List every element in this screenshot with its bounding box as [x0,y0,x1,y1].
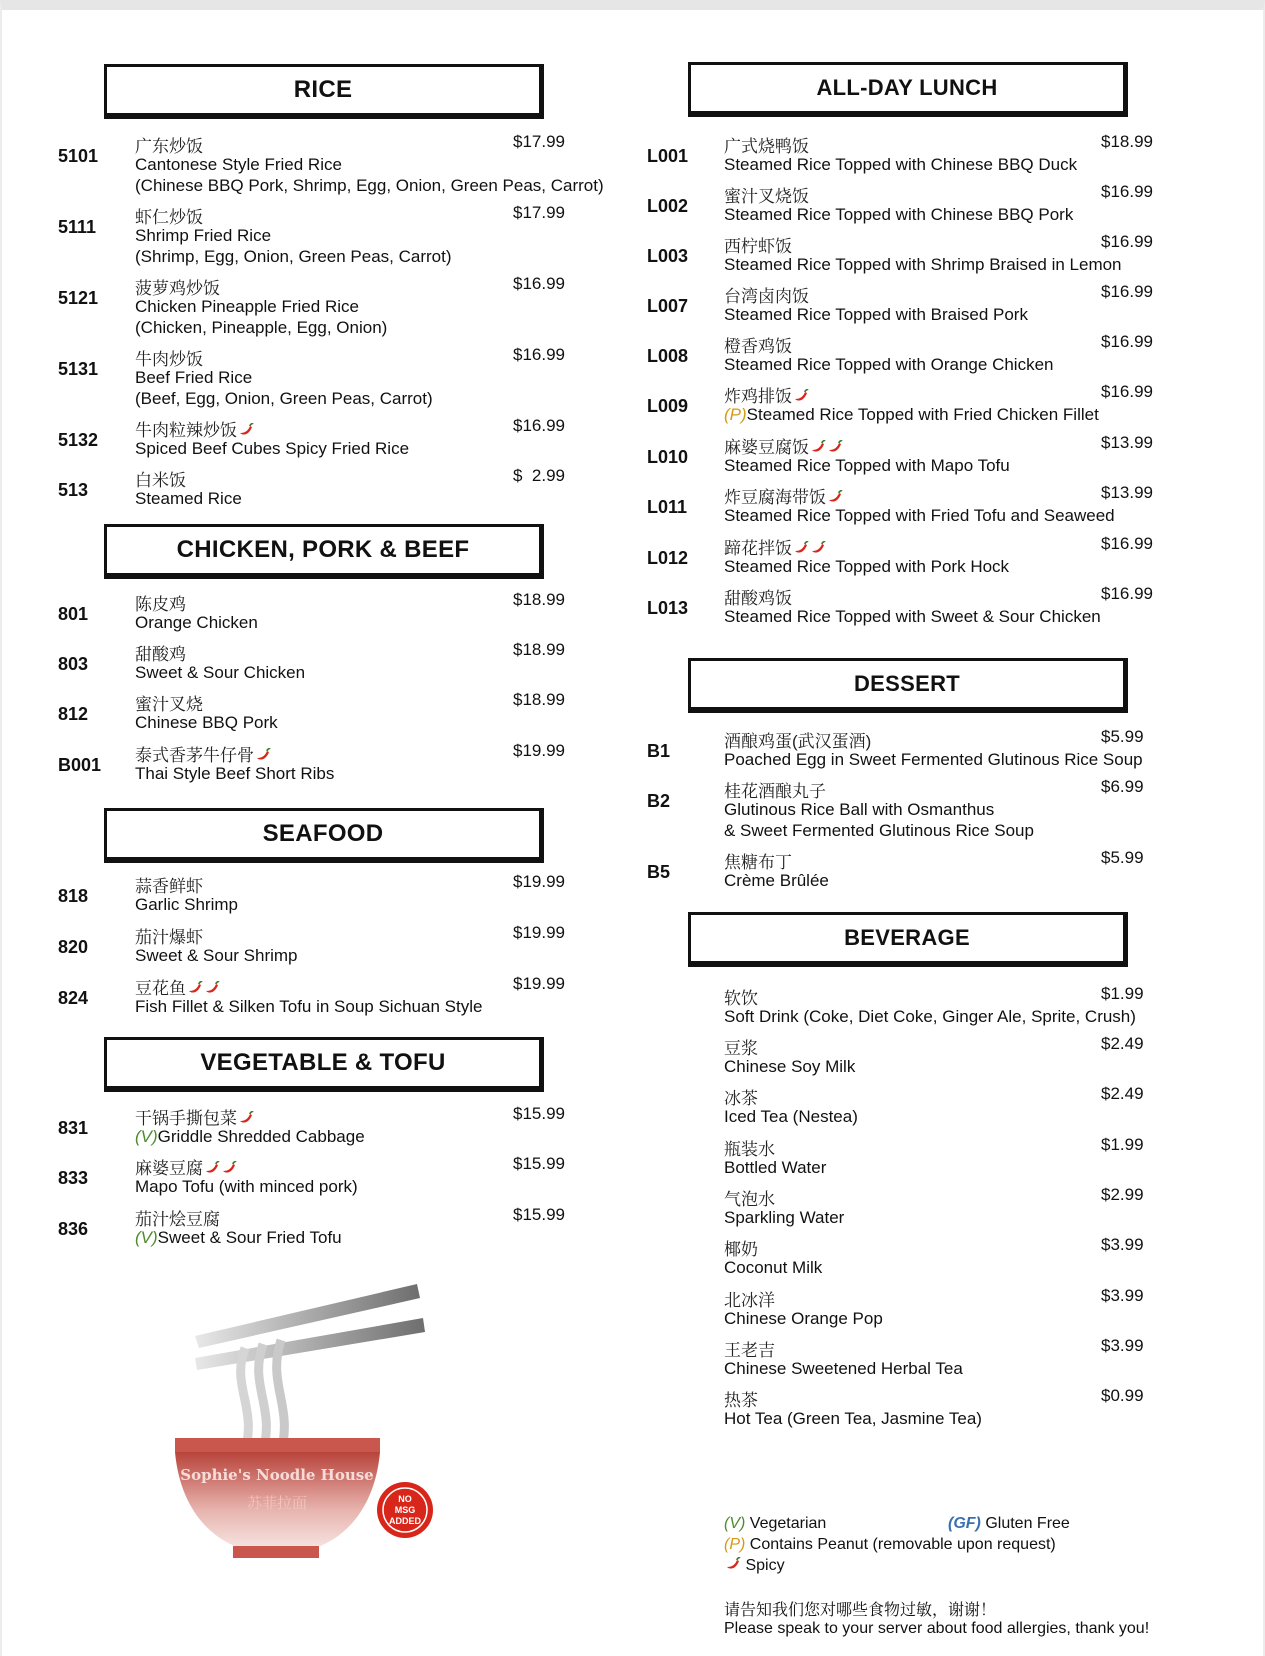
chili-pepper-icon [238,423,254,437]
menu-item [0,923,640,973]
item-code: 5131 [58,359,99,379]
item-price: $16.99 [1101,282,1153,301]
item-name-en: Steamed Rice Topped with Shrimp Braised in Lemon [724,255,1122,274]
vegetarian-tag: (V) [135,1127,158,1146]
item-name-en: Soft Drink (Coke, Diet Coke, Ginger Ale, Sprite, Crush) [724,1007,1136,1026]
item-price: $3.99 [1101,1286,1144,1305]
item-code: B5 [647,862,671,882]
item-name-zh: 豆浆 [724,1039,758,1058]
item-price: $2.49 [1101,1084,1144,1103]
item-name-zh: 蒜香鲜虾 [135,877,203,896]
item-description: (Beef, Egg, Onion, Green Peas, Carrot) [135,389,433,408]
item-name-en: Chicken Pineapple Fried Rice [135,297,359,316]
menu-item [640,332,1265,382]
item-price: $15.99 [513,1104,565,1123]
section-header-all-day-lunch: ALL-DAY LUNCH [688,62,1128,117]
item-code: L003 [647,246,689,266]
item-name-en: Chinese Sweetened Herbal Tea [724,1359,963,1378]
item-price: $16.99 [1101,182,1153,201]
menu-item [0,974,640,1024]
item-name-en: Cantonese Style Fried Rice [135,155,342,174]
item-name-zh: 茄汁烩豆腐 [135,1210,220,1229]
item-price: $16.99 [1101,534,1153,553]
no-msg-badge [377,1482,433,1538]
item-price: $17.99 [513,203,565,222]
legend-label: Vegetarian [749,1515,827,1532]
item-code: L009 [647,396,689,416]
menu-item [640,1034,1265,1084]
menu-item [640,1386,1265,1436]
peanut-tag: (P) [724,405,747,424]
item-price: $15.99 [513,1154,565,1173]
item-price: $3.99 [1101,1336,1144,1355]
svg-text:ADDED: ADDED [388,1516,422,1526]
menu-item [0,872,640,922]
item-price: $ 2.99 [513,466,565,485]
menu-item [640,483,1265,533]
legend-label: Spicy [745,1557,785,1574]
svg-text:NO: NO [398,1494,412,1504]
item-code: L001 [647,146,689,166]
item-name-en: Bottled Water [724,1158,827,1177]
item-name-zh: 广东炒饭 [135,137,203,156]
item-name-zh: 白米饭 [135,471,186,490]
item-name-en: Steamed Rice Topped with Chinese BBQ Duck [724,155,1078,174]
item-code: 820 [58,937,89,957]
item-name-zh: 台湾卤肉饭 [724,287,809,306]
menu-item [640,132,1265,182]
item-name-zh-row [135,741,271,766]
item-code: B001 [58,755,102,775]
item-price: $15.99 [513,1205,565,1224]
menu-item [640,1135,1265,1185]
item-code: L011 [647,497,688,517]
item-price: $3.99 [1101,1235,1144,1254]
item-name-en: Steamed Rice Topped with Mapo Tofu [724,456,1010,475]
item-price: $2.99 [1101,1185,1144,1204]
item-code: 5111 [58,217,97,237]
menu-item [640,182,1265,232]
item-price: $16.99 [1101,382,1153,401]
legend-vegetarian [724,1515,826,1533]
item-name-en: Crème Brûlée [724,871,829,890]
item-code: 812 [58,704,89,724]
menu-item [0,1154,640,1204]
menu-item [0,1104,640,1154]
menu-item [0,274,640,337]
vegetarian-tag: (V) [724,1515,746,1532]
item-name-zh-row [135,1104,254,1129]
item-name-zh-row [724,534,826,559]
item-code: 5132 [58,430,99,450]
logo-chinese-name: 苏菲拉面 [246,1494,308,1512]
menu-item [640,1235,1265,1285]
item-name-en: Garlic Shrimp [135,895,238,914]
item-name-en: Spiced Beef Cubes Spicy Fried Rice [135,439,410,458]
item-name-en: Steamed Rice Topped with Braised Pork [724,305,1028,324]
item-name-zh: 广式烧鸭饭 [724,137,809,156]
item-code: L012 [647,548,689,568]
item-price: $5.99 [1101,848,1144,867]
item-name-en: Sweet & Sour Fried Tofu [157,1228,342,1247]
item-code: L007 [647,296,689,316]
item-code: L002 [647,196,689,216]
item-code: L008 [647,346,689,366]
item-name-zh: 热茶 [724,1391,758,1410]
item-code: 5101 [58,146,99,166]
logo-name: Sophie's Noodle House [180,1466,374,1484]
allergy-note-en: Please speak to your server about food allergies, thank you! [724,1620,1150,1637]
item-price: $1.99 [1101,984,1144,1003]
item-name-en: Poached Egg in Sweet Fermented Glutinous Rice Soup [724,750,1143,769]
allergy-note-zh: 请告知我们您对哪些食物过敏，谢谢！ [724,1602,997,1619]
item-price: $16.99 [1101,332,1153,351]
menu-item [640,232,1265,282]
item-name-zh: 西柠虾饭 [724,237,792,256]
item-code: 5121 [58,288,99,308]
item-name-zh: 甜酸鸡饭 [724,589,792,608]
item-name-en-row [135,1228,342,1248]
item-name-zh: 泰式香茅牛仔骨 [135,746,254,765]
item-name-en: Orange Chicken [135,613,258,632]
item-name-zh: 椰奶 [724,1240,758,1259]
item-code: 513 [58,480,89,500]
section-header-vegetable-tofu: VEGETABLE & TOFU [104,1037,544,1092]
item-code: 833 [58,1168,89,1188]
item-code: B1 [647,741,671,761]
item-price: $19.99 [513,741,565,760]
item-price: $5.99 [1101,727,1144,746]
item-name-zh-row [135,1154,237,1179]
item-name-zh: 干锅手撕包菜 [135,1109,237,1128]
item-name-en: Steamed Rice Topped with Chinese BBQ Pork [724,205,1074,224]
item-name-en: Chinese Soy Milk [724,1057,856,1076]
item-name-zh: 气泡水 [724,1190,775,1209]
item-price: $16.99 [1101,232,1153,251]
item-name-zh: 牛肉粒辣炒饭 [135,421,237,440]
item-name-en: Sweet & Sour Chicken [135,663,306,682]
item-name-zh: 豆花鱼 [135,979,186,998]
item-name-zh: 蜜汁叉烧 [135,695,203,714]
item-name-zh-row [724,433,843,458]
menu-item [0,345,640,408]
chili-pepper-icon [187,981,203,995]
item-name-zh: 茄汁爆虾 [135,928,203,947]
menu-item [0,466,640,516]
item-code: 824 [58,988,89,1008]
item-name-en: Sweet & Sour Shrimp [135,946,298,965]
item-price: $16.99 [513,345,565,364]
item-price: $6.99 [1101,777,1144,796]
item-name-en: Steamed Rice Topped with Sweet & Sour Chicken [724,607,1101,626]
menu-item [640,382,1265,432]
item-name-en: Sparkling Water [724,1208,845,1227]
item-code: 831 [58,1118,89,1138]
peanut-tag: (P) [724,1536,746,1553]
menu-item [640,727,1265,777]
section-header-dessert: DESSERT [688,658,1128,713]
chili-pepper-icon [725,1557,741,1571]
menu-item [0,416,640,466]
item-name-en: Chinese BBQ Pork [135,713,278,732]
item-name-zh: 虾仁炒饭 [135,208,203,227]
item-price: $13.99 [1101,433,1153,452]
item-code: 803 [58,654,89,674]
item-name-zh: 牛肉炒饭 [135,350,203,369]
item-price: $13.99 [1101,483,1153,502]
item-code: L010 [647,447,689,467]
item-name-en: Iced Tea (Nestea) [724,1107,858,1126]
item-name-zh: 麻婆豆腐饭 [724,438,809,457]
item-name-zh: 陈皮鸡 [135,595,186,614]
chili-pepper-icon [793,541,809,555]
item-name-en: Glutinous Rice Ball with Osmanthus [724,800,995,819]
menu-item [0,1205,640,1255]
item-name-zh: 焦糖布丁 [724,853,792,872]
item-name-en: Beef Fried Rice [135,368,253,387]
item-price: $19.99 [513,923,565,942]
chili-pepper-icon [204,981,220,995]
item-name-zh: 麻婆豆腐 [135,1159,203,1178]
item-price: $19.99 [513,974,565,993]
item-price: $18.99 [513,590,565,609]
item-name-zh-row [135,974,220,999]
item-code: L013 [647,598,689,618]
menu-item [640,584,1265,634]
menu-item [640,534,1265,584]
restaurant-logo [135,1278,465,1568]
menu-item [640,433,1265,483]
chili-pepper-icon [793,389,809,403]
item-price: $18.99 [513,640,565,659]
item-price: $18.99 [513,690,565,709]
section-header-chicken-pork-beef: CHICKEN, PORK & BEEF [104,524,544,579]
item-code: 836 [58,1219,89,1239]
menu-item [640,1185,1265,1235]
item-name-en: Steamed Rice Topped with Orange Chicken [724,355,1054,374]
item-name-zh: 蹄花拌饭 [724,539,792,558]
item-name-en: Coconut Milk [724,1258,823,1277]
menu-item [0,132,640,195]
item-name-en: Thai Style Beef Short Ribs [135,764,335,783]
item-description: (Chicken, Pineapple, Egg, Onion) [135,318,388,337]
item-name-zh: 橙香鸡饭 [724,337,792,356]
item-price: $19.99 [513,872,565,891]
item-name-zh: 甜酸鸡 [135,645,186,664]
chili-pepper-icon [810,440,826,454]
legend-gluten-free [948,1515,1070,1533]
item-description: (Shrimp, Egg, Onion, Green Peas, Carrot) [135,247,452,266]
item-name-en: Steamed Rice Topped with Pork Hock [724,557,1010,576]
item-code: 801 [58,604,89,624]
item-name-zh: 桂花酒酿丸子 [724,782,826,801]
item-name-zh: 蜜汁叉烧饭 [724,187,809,206]
chili-pepper-icon [255,748,271,762]
section-header-beverage: BEVERAGE [688,912,1128,967]
menu-item [640,777,1265,840]
menu-item [0,741,640,791]
item-name-en-row [135,1127,365,1147]
item-name-zh: 北冰洋 [724,1291,775,1310]
menu-item [640,1084,1265,1134]
item-name-zh-row [135,416,254,441]
item-price: $16.99 [513,274,565,293]
item-price: $16.99 [513,416,565,435]
item-description: & Sweet Fermented Glutinous Rice Soup [724,821,1034,840]
legend-label: Gluten Free [985,1515,1070,1532]
item-name-en: Griddle Shredded Cabbage [157,1127,365,1146]
item-name-en: Shrimp Fried Rice [135,226,272,245]
item-name-zh: 菠萝鸡炒饭 [135,279,220,298]
item-name-zh: 软饮 [724,989,758,1008]
chili-pepper-icon [204,1161,220,1175]
menu-item [0,640,640,690]
item-price: $17.99 [513,132,565,151]
chili-pepper-icon [810,541,826,555]
menu-item [640,848,1265,898]
item-name-en: Hot Tea (Green Tea, Jasmine Tea) [724,1409,982,1428]
item-name-zh-row [724,382,809,407]
item-name-zh: 酒酿鸡蛋(武汉蛋酒) [724,732,872,751]
legend-spicy [724,1557,785,1575]
item-name-en: Steamed Rice Topped with Fried Chicken Fillet [746,405,1099,424]
item-name-en: Fish Fillet & Silken Tofu in Soup Sichuan Style [135,997,483,1016]
section-header-rice: RICE [104,64,544,119]
item-price: $18.99 [1101,132,1153,151]
item-name-zh: 炸鸡排饭 [724,387,792,406]
item-description: (Chinese BBQ Pork, Shrimp, Egg, Onion, Green Peas, Carrot) [135,176,604,195]
item-name-en-row [724,405,1099,425]
item-name-zh: 瓶装水 [724,1140,775,1159]
item-name-zh: 王老吉 [724,1341,775,1360]
legend-label: Contains Peanut (removable upon request) [749,1536,1056,1553]
item-name-en: Mapo Tofu (with minced pork) [135,1177,358,1196]
chili-pepper-icon [221,1161,237,1175]
menu-item [640,1286,1265,1336]
menu-item [640,984,1265,1034]
item-name-en: Chinese Orange Pop [724,1309,883,1328]
menu-item [640,282,1265,332]
item-name-zh: 冰茶 [724,1089,758,1108]
menu-item [0,590,640,640]
item-code: B2 [647,791,671,811]
chili-pepper-icon [827,440,843,454]
item-price: $1.99 [1101,1135,1144,1154]
menu-item [0,203,640,266]
menu-item [640,1336,1265,1386]
chili-pepper-icon [827,490,843,504]
chili-pepper-icon [238,1111,254,1125]
item-name-zh: 炸豆腐海带饭 [724,488,826,507]
legend-peanut [724,1536,1056,1554]
item-price: $16.99 [1101,584,1153,603]
item-code: 818 [58,886,89,906]
vegetarian-tag: (V) [135,1228,158,1247]
gluten-free-tag: (GF) [948,1515,981,1532]
item-name-zh-row [724,483,843,508]
section-header-seafood: SEAFOOD [104,808,544,863]
item-name-en: Steamed Rice Topped with Fried Tofu and Seaweed [724,506,1115,525]
item-name-en: Steamed Rice [135,489,242,508]
menu-item [0,690,640,740]
item-price: $2.49 [1101,1034,1144,1053]
item-price: $0.99 [1101,1386,1144,1405]
svg-text:MSG: MSG [394,1505,416,1515]
